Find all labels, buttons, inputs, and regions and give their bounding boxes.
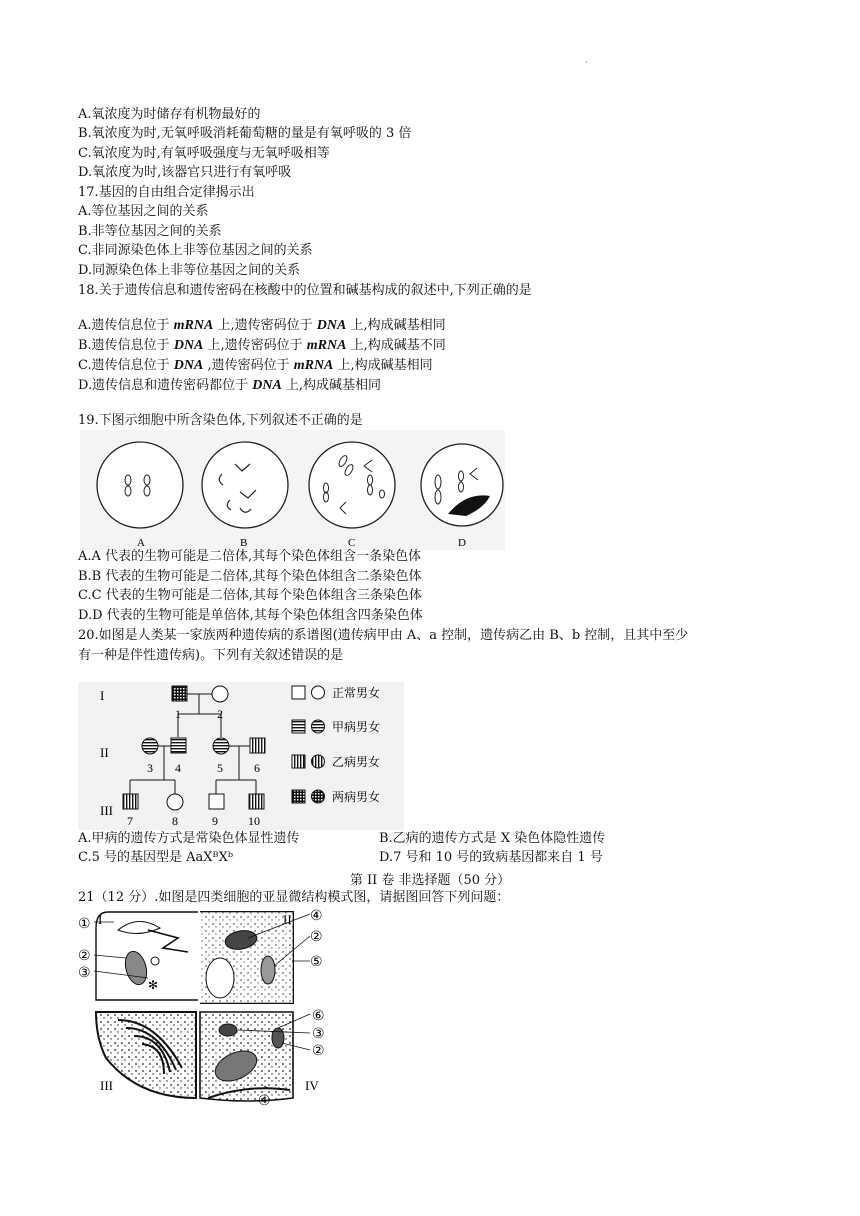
q18d-t0: D.遗传信息和遗传密码都位于 [78, 378, 253, 393]
gen-i: I [100, 688, 105, 703]
q19-option-d: D.D 代表的生物可能是单倍体,其每个染色体组含四条染色体 [78, 608, 423, 623]
legend-disease-b: 乙病男女 [332, 755, 381, 769]
q19-option-a: A.A 代表的生物可能是二倍体,其每个染色体组含一条染色体 [78, 549, 422, 564]
q20-option-b: B.乙病的遗传方式是 X 染色体隐性遗传 [379, 831, 606, 846]
pedigree-figure [78, 682, 404, 830]
q18a-t4: 上,构成碱基相同 [346, 318, 446, 333]
cell-c [309, 442, 395, 528]
marker-2-top-right: ② [310, 929, 323, 945]
ind-4: 4 [175, 761, 181, 775]
q20-stem-line1: 20.如图是人类某一家族两种遗传病的系谱图(遗传病甲由 A、a 控制，遗传病乙由 B、b 控制，且其中至少 [78, 628, 689, 643]
quadrant-iv-cell [200, 1012, 293, 1101]
cell-label-d: D [458, 537, 466, 549]
marker-1-left: ① [78, 916, 91, 932]
q18b-t2: 上,遗传密码位于 [203, 338, 307, 353]
q19-option-c: C.C 代表的生物可能是二倍体,其每个染色体组含三条染色体 [78, 588, 422, 603]
q16-option-a: A.氧浓度为时储存有机物最好的 [78, 107, 261, 122]
ind-2: 2 [217, 707, 223, 721]
q18-option-d [78, 377, 381, 395]
q20-option-d: D.7 号和 10 号的致病基因都来自 1 号 [379, 850, 603, 865]
q20-stem-line2: 有一种是伴性遗传病)。下列有关叙述错误的是 [78, 648, 344, 663]
q21-stem: 21（12 分）.如图是四类细胞的亚显微结构模式图，请据图回答下列问题： [78, 890, 510, 905]
q18d-t2: 上,构成碱基相同 [281, 378, 382, 393]
marker-2-bottom-right: ② [312, 1043, 325, 1059]
cell-label-a: A [137, 537, 145, 549]
q18-option-a [78, 317, 446, 335]
marker-2-left: ② [78, 948, 91, 964]
quad-label-iii: III [100, 1078, 113, 1093]
q18c-t3: mRNA [293, 358, 334, 373]
q18-option-b [78, 337, 446, 355]
cell-ultrastructure-figure [78, 908, 340, 1108]
marker-3-left: ③ [78, 965, 91, 981]
legend-normal: 正常男女 [332, 686, 381, 700]
q18-stem: 18.关于遗传信息和遗传密码在核酸中的位置和碱基构成的叙述中,下列正确的是 [78, 283, 532, 298]
q18b-t3: mRNA [306, 338, 347, 353]
cell-label-c: C [348, 537, 356, 549]
ind-5: 5 [217, 761, 223, 775]
q16-option-d: D.氧浓度为时,该器官只进行有氧呼吸 [78, 165, 292, 180]
gen-iii: III [100, 803, 113, 818]
q18b-t0: B.遗传信息位于 [78, 338, 174, 353]
q17-option-b: B.非等位基因之间的关系 [78, 224, 222, 239]
q17-option-c: C.非同源染色体上非等位基因之间的关系 [78, 243, 313, 258]
section-2-title: 第 II 卷 非选择题（50 分） [349, 873, 511, 888]
q17-option-a: A.等位基因之间的关系 [78, 204, 209, 219]
ind-9: 9 [212, 814, 218, 828]
q20-option-a: A.甲病的遗传方式是常染色体显性遗传 [78, 831, 300, 846]
ind-1: 1 [175, 707, 181, 721]
q18c-t0: C.遗传信息位于 [78, 358, 174, 373]
chromosome-cells-figure [80, 430, 505, 550]
q18-option-c [78, 357, 433, 375]
quad-label-iv: IV [305, 1078, 319, 1093]
q18a-t0: A.遗传信息位于 [78, 318, 174, 333]
marker-5-right: ⑤ [310, 954, 323, 970]
marker-6-right: ⑥ [312, 1008, 325, 1024]
q18c-t2: ,遗传密码位于 [203, 358, 294, 373]
quad-label-i: I [98, 912, 103, 927]
q16-option-b: B.氧浓度为时,无氧呼吸消耗葡萄糖的量是有氧呼吸的 3 倍 [78, 126, 412, 141]
q18a-t2: 上,遗传密码位于 [213, 318, 317, 333]
q18b-t4: 上,构成碱基不同 [346, 338, 446, 353]
legend-disease-a: 甲病男女 [332, 720, 381, 734]
cell-d [421, 444, 503, 526]
ind-10: 10 [248, 814, 260, 828]
header-dot: · [585, 58, 588, 67]
centriole-icon: ✻ [148, 978, 159, 992]
q20-option-c: C.5 号的基因型是 AaXᴮXᵇ [78, 850, 234, 865]
cell-label-b: B [240, 537, 248, 549]
q18c-t4: 上,构成碱基相同 [333, 358, 433, 373]
marker-4-bottom: ④ [258, 1093, 271, 1108]
ind-8: 8 [172, 814, 178, 828]
q18c-t1: DNA [173, 358, 204, 373]
q17-option-d: D.同源染色体上非等位基因之间的关系 [78, 263, 301, 278]
ind-3: 3 [147, 761, 153, 775]
q16-option-c: C.氧浓度为时,有氧呼吸强度与无氧呼吸相等 [78, 146, 330, 161]
q18a-t1: mRNA [173, 318, 214, 333]
q19-option-b: B.B 代表的生物可能是二倍体,其每个染色体组含二条染色体 [78, 569, 422, 584]
q18b-t1: DNA [173, 338, 204, 353]
q18a-t3: DNA [316, 318, 347, 333]
gen-ii: II [100, 745, 109, 760]
q19-stem: 19.下图示细胞中所含染色体,下列叙述不正确的是 [78, 413, 363, 428]
cell-b [202, 442, 288, 528]
marker-3-right: ③ [312, 1026, 325, 1042]
legend-both: 两病男女 [332, 790, 381, 804]
quad-label-ii: II [283, 912, 292, 927]
q18d-t1: DNA [252, 378, 282, 393]
cell-a [97, 442, 183, 528]
marker-4-top-right: ④ [310, 908, 323, 924]
ind-7: 7 [127, 814, 133, 828]
ind-6: 6 [254, 761, 260, 775]
q17-stem: 17.基因的自由组合定律揭示出 [78, 185, 255, 200]
